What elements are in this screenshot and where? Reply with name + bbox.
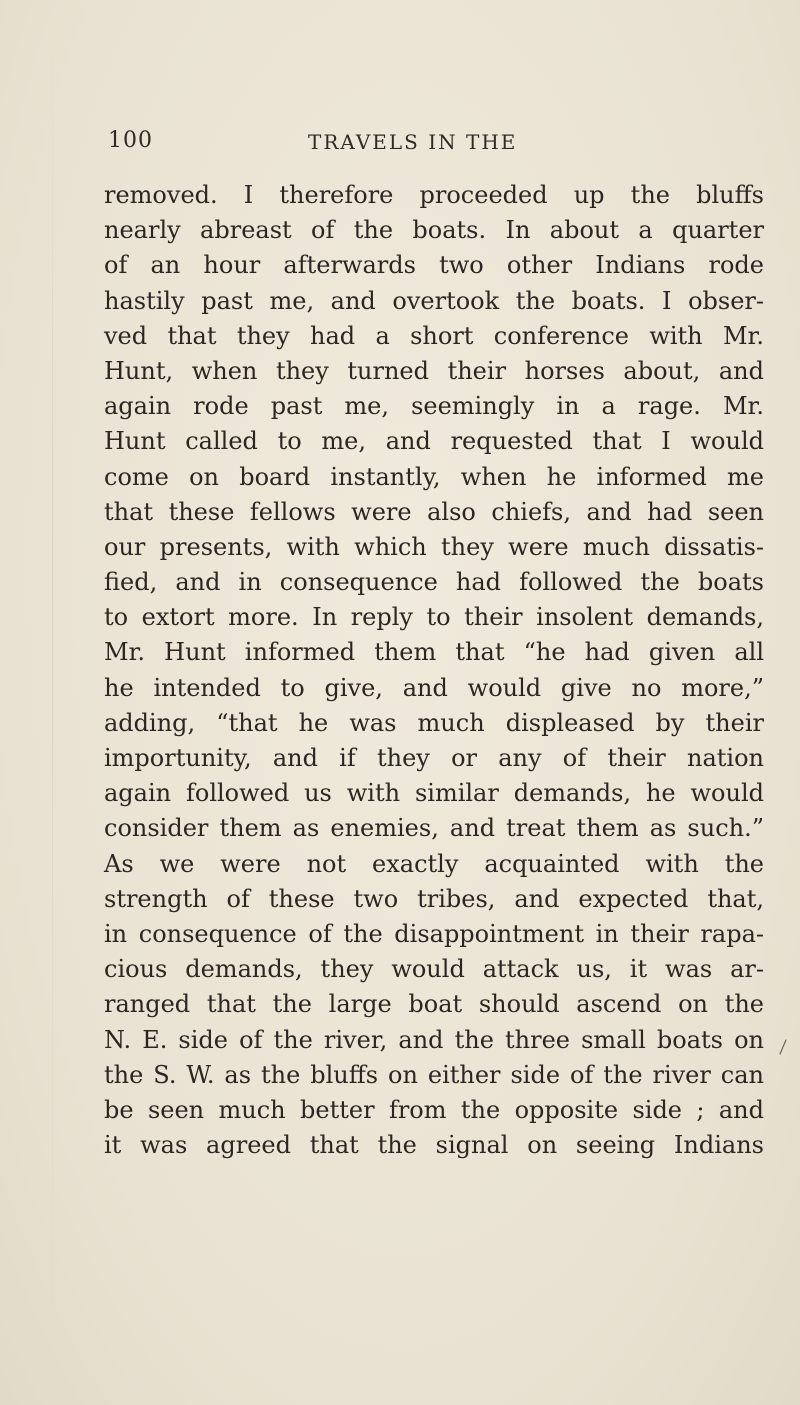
- text-line: cious demands, they would attack us, it was ar-: [104, 955, 764, 984]
- page-number: 100: [108, 128, 153, 153]
- text-line: in consequence of the disappointment in their rapa-: [104, 919, 764, 948]
- text-line: ved that they had a short conference with Mr.: [104, 321, 764, 350]
- text-line: be seen much better from the opposite side ; and: [104, 1095, 764, 1124]
- body-text: [104, 178, 764, 1163]
- text-line: nearly abreast of the boats. In about a quarter: [104, 216, 764, 245]
- text-line: adding, “that he was much displeased by their: [104, 708, 764, 737]
- text-line: As we were not exactly acquainted with the: [104, 849, 764, 878]
- page-header: [0, 128, 800, 158]
- text-line: to extort more. In reply to their insolent demands,: [104, 603, 764, 632]
- text-line: of an hour afterwards two other Indians rode: [104, 251, 764, 280]
- text-line: the S. W. as the bluffs on either side of the river can: [104, 1060, 764, 1089]
- text-line: hastily past me, and overtook the boats. I obser-: [104, 286, 764, 315]
- margin-pencil-mark: [778, 1038, 788, 1056]
- text-line: that these fellows were also chiefs, and had seen: [104, 497, 764, 526]
- text-line: Hunt, when they turned their horses about, and: [104, 356, 764, 385]
- text-line: strength of these two tribes, and expected that,: [104, 884, 764, 913]
- text-line: Hunt called to me, and requested that I would: [104, 427, 764, 456]
- text-line: Mr. Hunt informed them that “he had given all: [104, 638, 764, 667]
- text-line: come on board instantly, when he informed me: [104, 462, 764, 491]
- text-line: again rode past me, seemingly in a rage. Mr.: [104, 392, 764, 421]
- text-line: he intended to give, and would give no more,”: [104, 673, 764, 702]
- text-line: fied, and in consequence had followed the boats: [104, 568, 764, 597]
- text-line: consider them as enemies, and treat them as such.”: [104, 814, 764, 843]
- text-line: N. E. side of the river, and the three small boats on: [104, 1025, 764, 1054]
- text-line: again followed us with similar demands, he would: [104, 779, 764, 808]
- text-line: it was agreed that the signal on seeing Indians: [104, 1131, 764, 1160]
- text-line: our presents, with which they were much dissatis-: [104, 532, 764, 561]
- text-line: importunity, and if they or any of their nation: [104, 744, 764, 772]
- text-line: ranged that the large boat should ascend on the: [104, 990, 764, 1019]
- page-gutter-shadow: [52, 0, 53, 1405]
- running-head: TRAVELS IN THE: [308, 130, 518, 154]
- text-line: removed. I therefore proceeded up the bluffs: [104, 181, 764, 209]
